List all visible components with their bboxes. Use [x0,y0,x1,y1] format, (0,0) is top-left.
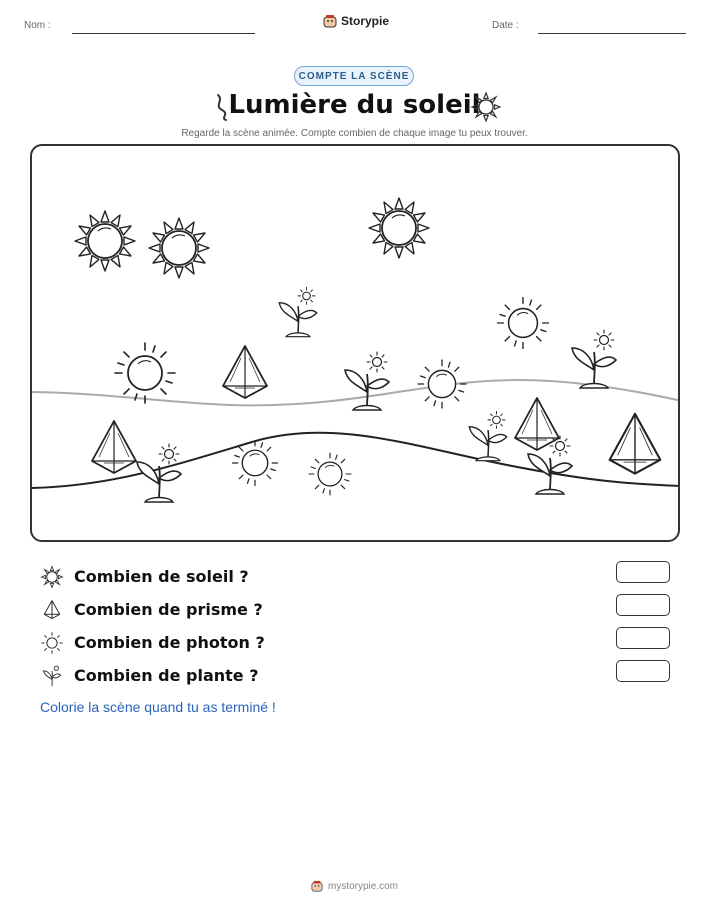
brand [323,14,389,28]
prism-2 [515,398,559,450]
prism-1 [223,346,267,398]
sun-icon [470,91,502,123]
plant-4 [469,411,506,460]
sun-icon [40,565,64,589]
photon-2 [498,298,549,349]
question-row [40,626,670,659]
plant-1 [279,287,316,336]
question-text: Combien de plante ? [74,666,259,685]
scene-illustration [32,146,680,542]
question-row [40,593,670,626]
question-row [40,560,670,593]
answer-box-photon[interactable] [616,627,670,649]
coloring-instruction: Colorie la scène quand tu as terminé ! [40,699,276,715]
sun-1 [75,211,135,271]
site-url[interactable]: mystorypie.com [327,880,398,892]
question-text: Combien de soleil ? [74,567,249,586]
question-text: Combien de photon ? [74,633,265,652]
question-list [40,560,670,692]
date-line[interactable] [538,33,686,34]
plant-6 [137,444,181,502]
photon-5 [309,453,351,495]
answer-box-plant[interactable] [616,660,670,682]
storypie-logo-icon [311,880,323,892]
photon-4 [233,441,278,486]
sun-2 [149,218,209,278]
answer-box-prism[interactable] [616,594,670,616]
plant-3 [572,330,616,388]
sun-3 [369,198,429,258]
name-label: Nom : [24,20,51,31]
photon-icon [40,631,64,655]
name-line[interactable] [72,33,255,34]
plant-icon [40,664,64,688]
page-title: Lumière du soleil [228,90,481,120]
question-row [40,659,670,692]
photon-1 [115,343,175,403]
date-label: Date : [492,20,519,31]
site-footer [0,880,709,892]
category-badge: COMPTE LA SCÈNE [294,66,414,86]
prism-3 [92,421,136,473]
brand-name: Storypie [341,14,390,28]
answer-box-sun[interactable] [616,561,670,583]
storypie-logo-icon [323,14,337,28]
prism-4 [610,414,661,474]
scene-panel [30,144,680,542]
instructions: Regarde la scène animée. Compte combien de chaque image tu peux trouver. [181,128,528,139]
prism-icon [40,598,64,622]
question-text: Combien de prisme ? [74,600,263,619]
plant-2 [345,352,389,410]
